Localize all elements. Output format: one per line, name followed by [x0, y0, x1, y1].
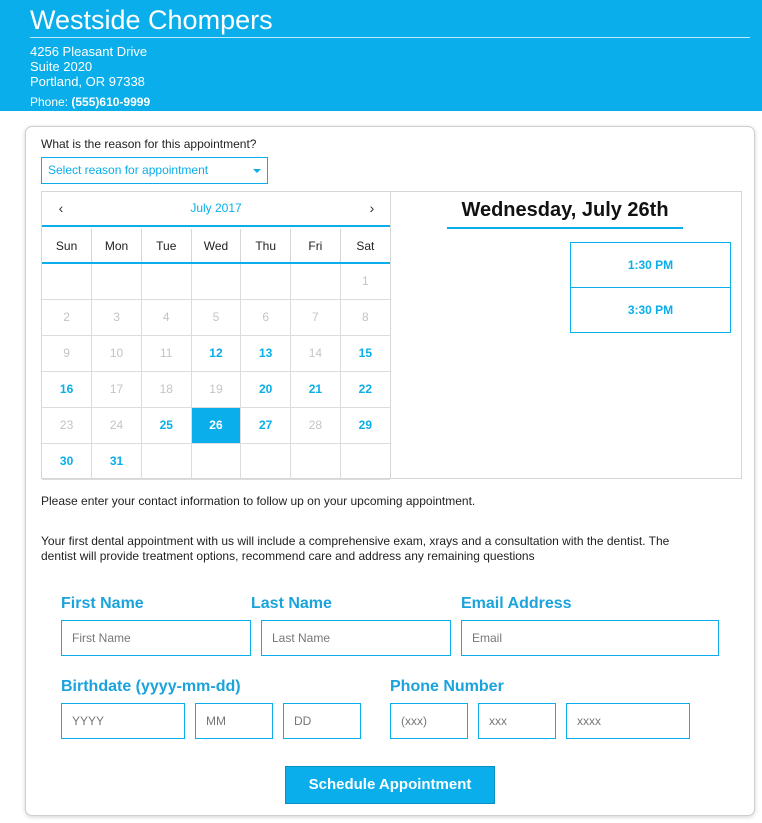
schedule-appointment-button[interactable]: Schedule Appointment: [285, 766, 495, 804]
weekday-header: Tue: [141, 229, 191, 263]
header-divider: [30, 37, 750, 38]
month-label: July 2017: [190, 201, 242, 215]
phone-line: [30, 95, 150, 110]
calendar-day-unavailable: 3: [92, 299, 142, 335]
calendar-day-unavailable: 18: [141, 371, 191, 407]
calendar-empty-cell: [291, 443, 341, 479]
contact-instructions: Please enter your contact information to follow up on your upcoming appointment.: [41, 494, 476, 508]
reason-select-value: Select reason for appointment: [48, 163, 209, 177]
phone-label: Phone:: [30, 95, 69, 109]
calendar-week-row: [42, 443, 390, 479]
calendar-empty-cell: [191, 443, 241, 479]
email-input[interactable]: [461, 620, 719, 656]
weekday-header: Sat: [340, 229, 390, 263]
calendar-grid: [42, 229, 390, 480]
calendar-day-available[interactable]: 16: [42, 371, 92, 407]
last-name-label: Last Name: [251, 595, 332, 612]
calendar-week-row: [42, 299, 390, 335]
calendar-day-unavailable: 24: [92, 407, 142, 443]
next-month-button[interactable]: ›: [369, 200, 375, 216]
reason-select[interactable]: [41, 157, 268, 184]
calendar-day-unavailable: 4: [141, 299, 191, 335]
address-line-3: Portland, OR 97338: [30, 74, 145, 89]
header-banner: [0, 0, 762, 111]
phone-area-input[interactable]: [390, 703, 468, 739]
calendar-empty-cell: [42, 263, 92, 299]
calendar-week-row: [42, 335, 390, 371]
caret-down-icon: [253, 169, 261, 173]
weekday-header: Mon: [92, 229, 142, 263]
practice-name: Westside Chompers: [30, 5, 273, 35]
calendar-day-unavailable: 11: [141, 335, 191, 371]
weekday-header-row: [42, 229, 390, 263]
weekday-header: Fri: [291, 229, 341, 263]
last-name-input[interactable]: [261, 620, 451, 656]
calendar-day-unavailable: 7: [291, 299, 341, 335]
calendar-day-unavailable: 19: [191, 371, 241, 407]
address-line-2: Suite 2020: [30, 59, 93, 74]
phone-number: (555)610-9999: [71, 95, 151, 109]
calendar-day-unavailable: 6: [241, 299, 291, 335]
address-line-1: 4256 Pleasant Drive: [30, 44, 148, 59]
time-slot-button[interactable]: 3:30 PM: [570, 287, 731, 333]
phone-line-input[interactable]: [566, 703, 690, 739]
calendar-empty-cell: [141, 443, 191, 479]
calendar-empty-cell: [141, 263, 191, 299]
birth-day-input[interactable]: [283, 703, 361, 739]
phone-number-label: Phone Number: [390, 678, 504, 695]
weekday-header: Wed: [191, 229, 241, 263]
birthdate-label: Birthdate (yyyy-mm-dd): [61, 678, 241, 695]
first-name-input[interactable]: [61, 620, 251, 656]
calendar-day-unavailable: 5: [191, 299, 241, 335]
calendar-day-available[interactable]: 30: [42, 443, 92, 479]
calendar-day-unavailable: 23: [42, 407, 92, 443]
calendar-day-unavailable: 9: [42, 335, 92, 371]
calendar-day-available[interactable]: 31: [92, 443, 142, 479]
calendar-empty-cell: [340, 443, 390, 479]
calendar-day-unavailable: 28: [291, 407, 341, 443]
calendar-week-row: [42, 371, 390, 407]
calendar-divider: [390, 192, 391, 478]
prev-month-button[interactable]: ‹: [58, 200, 64, 216]
first-name-label: First Name: [61, 595, 144, 612]
calendar-body: [42, 263, 390, 479]
calendar-day-selected[interactable]: 26: [191, 407, 241, 443]
calendar-empty-cell: [241, 443, 291, 479]
birth-month-input[interactable]: [195, 703, 273, 739]
calendar-day-unavailable: 10: [92, 335, 142, 371]
calendar-day-unavailable: 14: [291, 335, 341, 371]
first-visit-text-line-2: dentist will provide treatment options, recommend care and address any remaining questions: [41, 549, 535, 563]
calendar-day-available[interactable]: 21: [291, 371, 341, 407]
calendar-panel: [41, 191, 742, 479]
email-label: Email Address: [461, 595, 572, 612]
calendar-day-available[interactable]: 12: [191, 335, 241, 371]
calendar-empty-cell: [241, 263, 291, 299]
calendar-day-available[interactable]: 27: [241, 407, 291, 443]
calendar-day-unavailable: 2: [42, 299, 92, 335]
time-slot-button[interactable]: 1:30 PM: [570, 242, 731, 288]
calendar-empty-cell: [291, 263, 341, 299]
reason-question: What is the reason for this appointment?: [41, 137, 257, 151]
calendar-day-unavailable: 8: [340, 299, 390, 335]
calendar-day-available[interactable]: 22: [340, 371, 390, 407]
weekday-header: Thu: [241, 229, 291, 263]
phone-prefix-input[interactable]: [478, 703, 556, 739]
birth-year-input[interactable]: [61, 703, 185, 739]
calendar-day-available[interactable]: 20: [241, 371, 291, 407]
calendar-day-unavailable: 1: [340, 263, 390, 299]
calendar-empty-cell: [92, 263, 142, 299]
calendar-week-row: [42, 407, 390, 443]
weekday-header: Sun: [42, 229, 92, 263]
calendar-empty-cell: [191, 263, 241, 299]
calendar-day-unavailable: 17: [92, 371, 142, 407]
calendar-day-available[interactable]: 15: [340, 335, 390, 371]
calendar-day-available[interactable]: 29: [340, 407, 390, 443]
calendar-week-row: [42, 263, 390, 299]
calendar-day-available[interactable]: 25: [141, 407, 191, 443]
calendar-nav: [42, 192, 390, 227]
selected-date-heading: Wednesday, July 26th: [447, 199, 683, 229]
calendar-day-available[interactable]: 13: [241, 335, 291, 371]
first-visit-text-line-1: Your first dental appointment with us will include a comprehensive exam, xrays and a consultation with the dentist. The: [41, 534, 670, 548]
